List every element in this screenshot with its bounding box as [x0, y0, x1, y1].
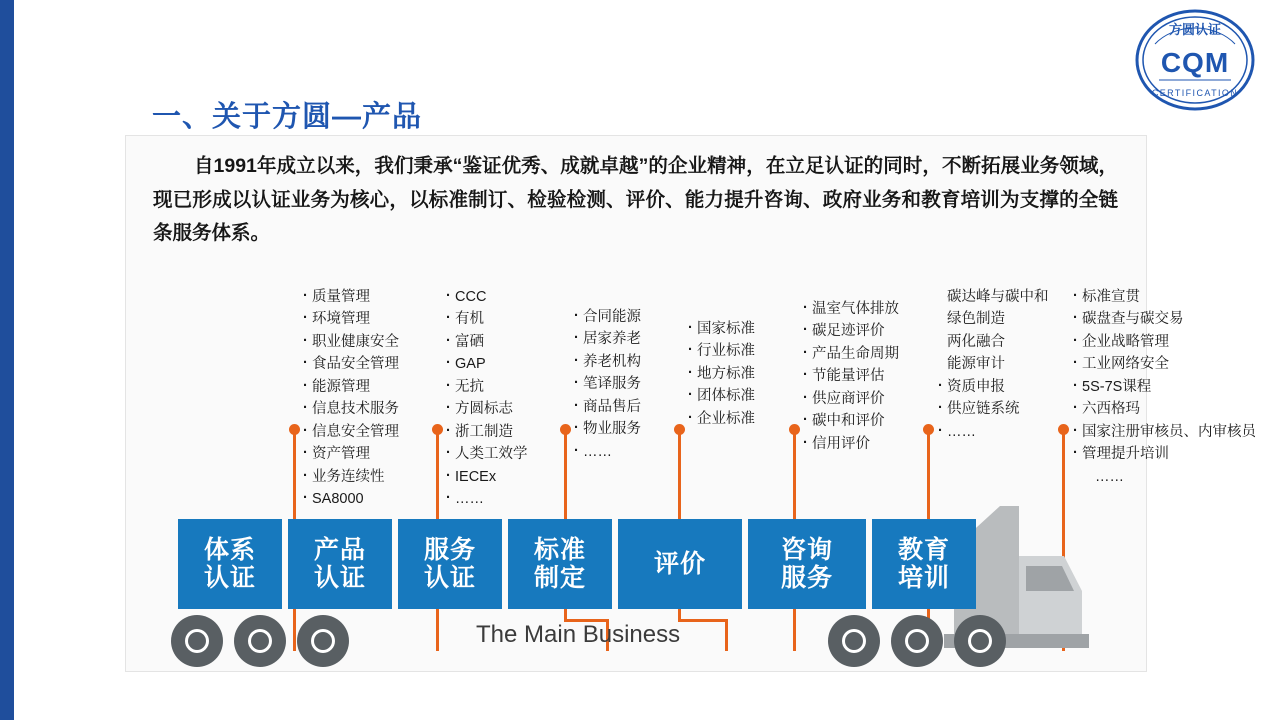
list-item: · 资质申报: [936, 376, 1049, 398]
list-item: · 标准宣贯: [1071, 286, 1256, 308]
category-list-1: [301, 286, 399, 511]
list-item: · 团体标准: [686, 385, 755, 407]
list-item: · SA8000: [301, 488, 399, 510]
list-item: 两化融合: [947, 333, 1005, 350]
list-item: · 5S-7S课程: [1071, 376, 1256, 398]
business-box-6[interactable]: [748, 519, 866, 609]
list-item: · 能源管理: [301, 376, 399, 398]
list-item: · 浙工制造: [444, 421, 528, 443]
list-item: · 合同能源: [572, 306, 641, 328]
list-item: · 节能量评估: [801, 365, 899, 387]
category-list-6: [936, 286, 1049, 443]
list-item: · 企业标准: [686, 408, 755, 430]
main-business-caption: The Main Business: [476, 621, 681, 648]
intro-paragraph: 自1991年成立以来，我们秉承“鉴证优秀、成就卓越”的企业精神，在立足认证的同时，不断拓展业务领域，现已形成以认证业务为核心，以标准制订、检验检测、评价、能力提升咨询、政府业务和教育培训为支撑的全链条服务体系。: [153, 155, 1118, 245]
box-label-line2: 培训: [897, 564, 950, 592]
list-item: · 温室气体排放: [801, 298, 899, 320]
page-title: 一、关于方圆—产品: [152, 101, 423, 133]
box-label-line2: 认证: [313, 564, 366, 592]
list-item: · 行业标准: [686, 340, 755, 362]
box-label-line1: 咨询: [780, 536, 833, 564]
list-item: · 国家标准: [686, 318, 755, 340]
business-box-5[interactable]: [618, 519, 742, 609]
list-item: · 养老机构: [572, 351, 641, 373]
wheels-left: [169, 613, 359, 674]
list-item: · 物业服务: [572, 418, 641, 440]
box-label-line1: 评价: [653, 550, 706, 578]
svg-text:方圆认证: 方圆认证: [1168, 22, 1222, 37]
box-label-line1: 体系: [203, 536, 256, 564]
category-list-2: [444, 286, 528, 511]
box-label-line1: 产品: [313, 536, 366, 564]
list-item: · ……: [444, 488, 528, 510]
list-item: · 笔译服务: [572, 373, 641, 395]
list-item: · CCC: [444, 286, 528, 308]
list-item: · 六西格玛: [1071, 398, 1256, 420]
list-item: · 碳足迹评价: [801, 320, 899, 342]
list-item: · 产品生命周期: [801, 343, 899, 365]
list-item: · GAP: [444, 353, 528, 375]
svg-text:CERTIFICATION: CERTIFICATION: [1151, 88, 1239, 98]
list-item: · 资产管理: [301, 443, 399, 465]
list-item: 碳达峰与碳中和: [947, 289, 1049, 305]
connector-line: [725, 619, 728, 651]
list-item: · 富硒: [444, 331, 528, 353]
box-label-line1: 教育: [897, 536, 950, 564]
list-item: · 质量管理: [301, 286, 399, 308]
list-item: · 碳盘查与碳交易: [1071, 308, 1256, 330]
box-label-line1: 标准: [533, 536, 586, 564]
list-item: ……: [1095, 468, 1124, 485]
list-item: · 企业战略管理: [1071, 331, 1256, 353]
list-item: · IECEx: [444, 466, 528, 488]
category-list-7: [1071, 286, 1256, 488]
category-list-5: [801, 298, 899, 455]
box-label-line2: 认证: [203, 564, 256, 592]
box-label-line2: 认证: [423, 564, 476, 592]
list-item: · 信息安全管理: [301, 421, 399, 443]
list-item: · 居家养老: [572, 328, 641, 350]
business-box-7[interactable]: [872, 519, 976, 609]
box-label-line2: 服务: [780, 564, 833, 592]
svg-text:CQM: CQM: [1160, 47, 1230, 78]
category-list-4: [686, 318, 755, 430]
list-item: · 方圆标志: [444, 398, 528, 420]
list-item: 能源审计: [947, 356, 1005, 373]
category-lists: [156, 286, 1256, 516]
list-item: · 人类工效学: [444, 443, 528, 465]
connector-elbow: [678, 619, 728, 622]
list-item: · 商品售后: [572, 396, 641, 418]
list-item: · 业务连续性: [301, 466, 399, 488]
business-box-1[interactable]: [178, 519, 282, 609]
list-item: · ……: [572, 441, 641, 463]
box-label-line2: 制定: [533, 564, 586, 592]
business-box-2[interactable]: [288, 519, 392, 609]
list-item: · 供应链系统: [936, 398, 1049, 420]
list-item: · ……: [936, 421, 1049, 443]
left-accent-bar: [0, 0, 14, 720]
list-item: · 碳中和评价: [801, 410, 899, 432]
list-item: · 职业健康安全: [301, 331, 399, 353]
business-box-4[interactable]: [508, 519, 612, 609]
business-box-3[interactable]: [398, 519, 502, 609]
list-item: 绿色制造: [947, 311, 1005, 328]
list-item: · 信息技术服务: [301, 398, 399, 420]
cqm-logo: [1133, 8, 1258, 113]
list-item: · 环境管理: [301, 308, 399, 330]
list-item: · 信用评价: [801, 433, 899, 455]
list-item: · 工业网络安全: [1071, 353, 1256, 375]
wheels-right: [826, 613, 1016, 674]
list-item: · 供应商评价: [801, 388, 899, 410]
list-item: · 地方标准: [686, 363, 755, 385]
list-item: · 无抗: [444, 376, 528, 398]
list-item: · 有机: [444, 308, 528, 330]
category-list-3: [572, 306, 641, 463]
list-item: · 食品安全管理: [301, 353, 399, 375]
list-item: · 国家注册审核员、内审核员: [1071, 421, 1256, 443]
content-panel: [125, 135, 1256, 672]
list-item: · 管理提升培训: [1071, 443, 1256, 465]
box-label-line1: 服务: [423, 536, 476, 564]
